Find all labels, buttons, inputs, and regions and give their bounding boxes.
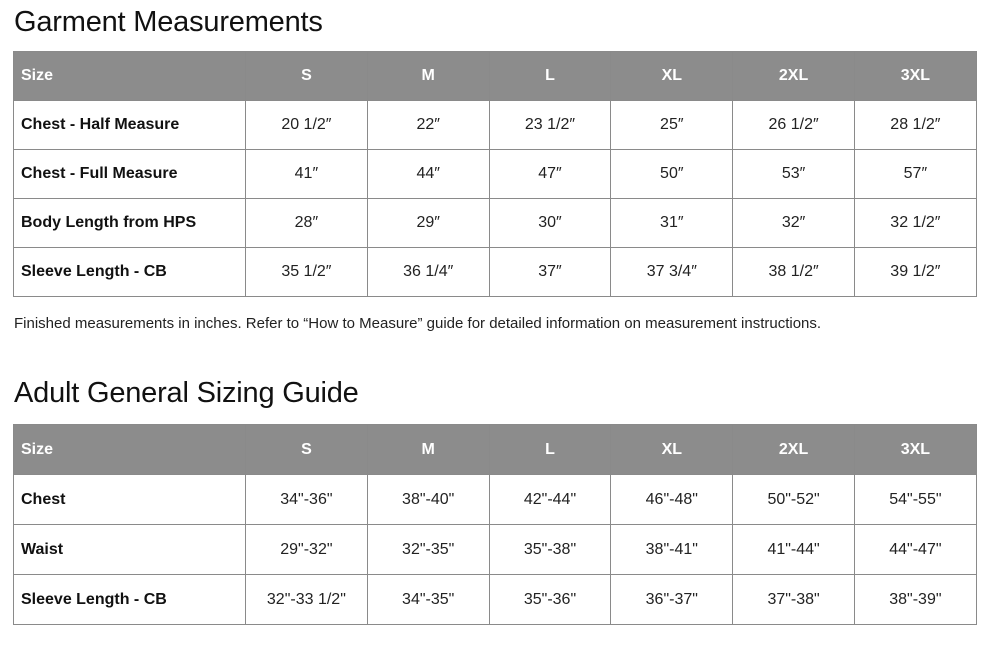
table-cell: 26 1/2″ [733,101,855,150]
table-cell: 41"-44" [733,525,855,575]
table-cell: 28″ [246,199,368,248]
table-cell: 32"-35" [367,525,489,575]
table-cell: 20 1/2″ [246,101,368,150]
header-cell-2xl: 2XL [733,52,855,101]
table-row [14,475,977,525]
header-cell-l: L [489,52,611,101]
garment-measurements-title: Garment Measurements [14,6,323,38]
row-label: Sleeve Length - CB [14,248,246,297]
header-cell-xl: XL [611,52,733,101]
header-cell-size: Size [14,425,246,475]
row-label: Chest [14,475,246,525]
table-cell: 32″ [733,199,855,248]
table-cell: 54"-55" [854,475,976,525]
table-cell: 32"-33 1/2" [246,575,368,625]
header-cell-xl: XL [611,425,733,475]
table-cell: 38"-39" [854,575,976,625]
table-cell: 25″ [611,101,733,150]
header-cell-3xl: 3XL [854,52,976,101]
table-cell: 46"-48" [611,475,733,525]
table-cell: 42"-44" [489,475,611,525]
table-cell: 28 1/2″ [854,101,976,150]
header-cell-s: S [246,52,368,101]
table-row [14,575,977,625]
table-cell: 35 1/2″ [246,248,368,297]
table-row [14,150,977,199]
table-cell: 35"-36" [489,575,611,625]
table-header-row [14,425,977,475]
table-cell: 29"-32" [246,525,368,575]
header-cell-3xl: 3XL [854,425,976,475]
table-cell: 44″ [367,150,489,199]
adult-sizing-guide-table [13,424,977,625]
table-header-row [14,52,977,101]
table-cell: 39 1/2″ [854,248,976,297]
header-cell-2xl: 2XL [733,425,855,475]
table-cell: 36"-37" [611,575,733,625]
table-cell: 34"-36" [246,475,368,525]
table-cell: 31″ [611,199,733,248]
table-cell: 38"-40" [367,475,489,525]
table-cell: 37"-38" [733,575,855,625]
row-label: Sleeve Length - CB [14,575,246,625]
table-cell: 37 3/4″ [611,248,733,297]
table-cell: 22″ [367,101,489,150]
table-row [14,101,977,150]
table-cell: 47″ [489,150,611,199]
table-cell: 37″ [489,248,611,297]
table-cell: 38"-41" [611,525,733,575]
table-cell: 50"-52" [733,475,855,525]
table-cell: 44"-47" [854,525,976,575]
row-label: Body Length from HPS [14,199,246,248]
table-cell: 53″ [733,150,855,199]
measurement-note: Finished measurements in inches. Refer to “How to Measure” guide for detailed information on measurement instructions. [14,315,822,332]
table-cell: 36 1/4″ [367,248,489,297]
garment-measurements-table [13,51,977,297]
table-cell: 41″ [246,150,368,199]
table-row [14,525,977,575]
table-row [14,248,977,297]
header-cell-m: M [367,425,489,475]
table-cell: 34"-35" [367,575,489,625]
table-cell: 57″ [854,150,976,199]
table-cell: 30″ [489,199,611,248]
header-cell-m: M [367,52,489,101]
row-label: Waist [14,525,246,575]
table-cell: 32 1/2″ [854,199,976,248]
table-cell: 23 1/2″ [489,101,611,150]
header-cell-s: S [246,425,368,475]
adult-sizing-guide-title: Adult General Sizing Guide [14,377,359,409]
table-cell: 38 1/2″ [733,248,855,297]
table-cell: 50″ [611,150,733,199]
row-label: Chest - Half Measure [14,101,246,150]
header-cell-size: Size [14,52,246,101]
table-cell: 35"-38" [489,525,611,575]
table-row [14,199,977,248]
header-cell-l: L [489,425,611,475]
table-cell: 29″ [367,199,489,248]
row-label: Chest - Full Measure [14,150,246,199]
